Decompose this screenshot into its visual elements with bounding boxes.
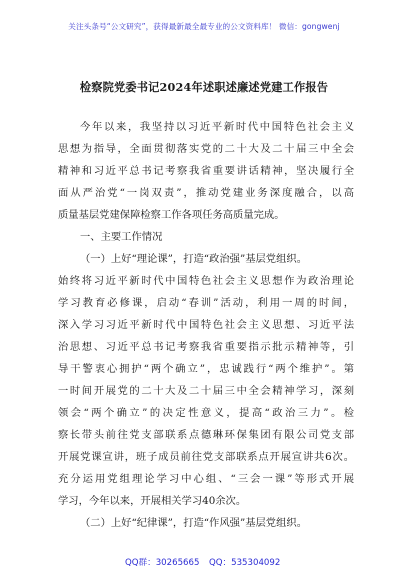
paragraph-line: 面从严治党“一岗双责”，推动党建业务深度融合，以高: [58, 187, 354, 199]
paragraph-line: 治思想、习近平总书记考察我省重要指示批示精神等，引: [58, 341, 354, 353]
paragraph-line: 学习教育必修课，启动“春训”活动，利用一周的时间，: [58, 297, 354, 309]
paragraph-line: 今年以来，我坚持以习近平新时代中国特色社会主义: [80, 121, 354, 133]
paragraph-line: 思想为指导，全面贯彻落实党的二十大及二十届三中全会: [58, 143, 354, 155]
document-body: [58, 116, 354, 534]
qq-group-text: QQ群：30265665: [125, 558, 200, 568]
subsection-heading: （一）上好“理论课”，打造“政治强”基层党组织。: [80, 253, 307, 265]
paragraph-line: 精神和习近平总书记考察我省重要讲话精神，坚决履行全: [58, 165, 354, 177]
qq-number-text: QQ：535304092: [209, 558, 281, 568]
section-heading: 一、主要工作情况: [80, 231, 163, 243]
paragraph-line: 导干警衷心拥护“两个确立”，忠诚践行“两个维护”。第: [58, 363, 354, 375]
paragraph-line: 充分运用党组理论学习中心组、“三会一课”等形式开展: [58, 473, 354, 485]
paragraph-line: 开展党课宣讲，班子成员前往党支部联系点开展宣讲共6次。: [58, 451, 354, 463]
paragraph-line: 领会“两个确立”的决定性意义，提高“政治三力”。检: [58, 407, 354, 419]
paragraph-line: 一时间开展党的二十大及二十届三中全会精神学习，深刻: [58, 385, 354, 397]
document-title: 检察院党委书记2024年述职述廉述党建工作报告: [79, 80, 329, 94]
header-banner: 关注头条号“公文研究”，获得最新最全最专业的公文资料库！ 微信：gongwenj: [68, 22, 340, 31]
paragraph-line: 学习，今年以来，开展相关学习40余次。: [58, 495, 247, 507]
paragraph-line: 察长带头前往党支部联系点德琳环保集团有限公司党支部: [58, 429, 354, 441]
paragraph-line: 始终将习近平新时代中国特色社会主义思想作为政治理论: [58, 275, 354, 287]
paragraph-line: 深入学习习近平新时代中国特色社会主义思想、习近平法: [58, 319, 354, 331]
subsection-heading: （二）上好“纪律课”，打造“作风强”基层党组织。: [80, 517, 307, 529]
paragraph-line: 质量基层党建保障检察工作各项任务高质量完成。: [58, 209, 285, 221]
